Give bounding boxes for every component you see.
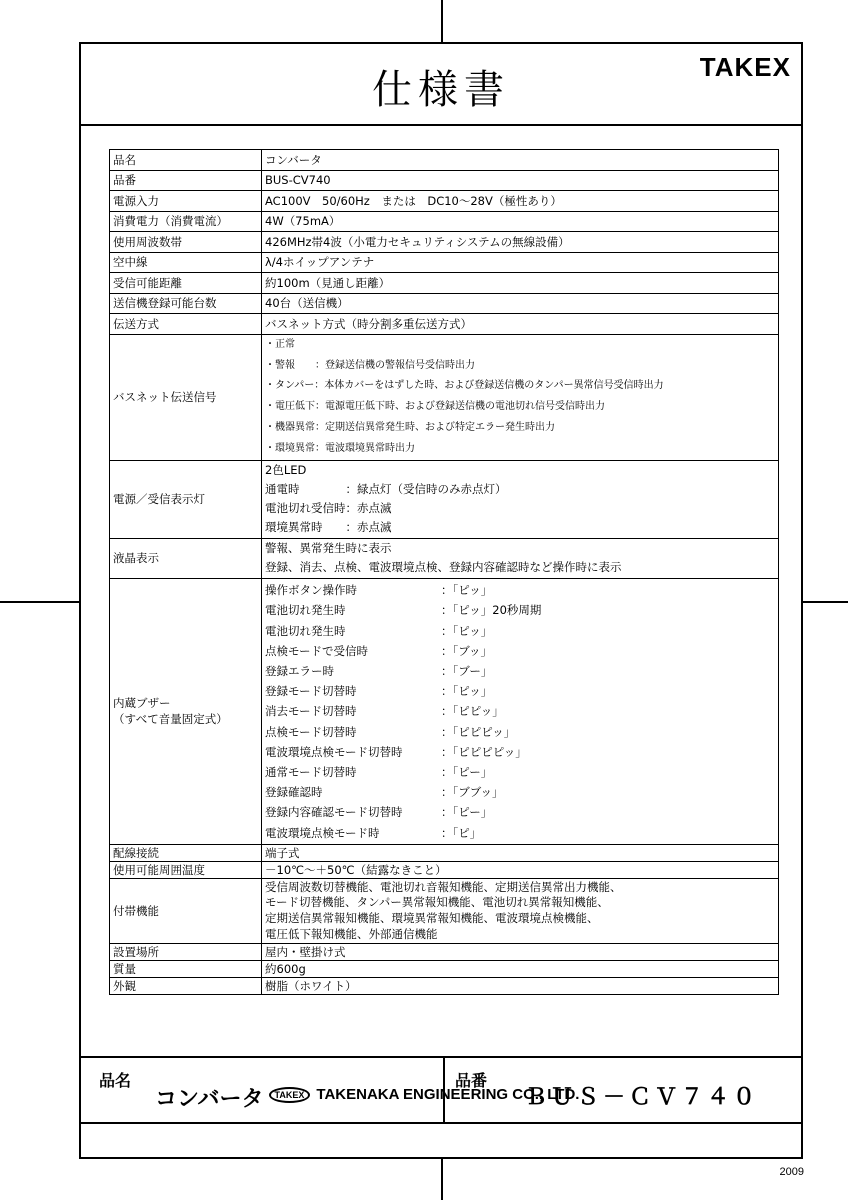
spec-value: [262, 232, 779, 253]
spec-label: [110, 314, 262, 335]
spec-label-text: 外観: [113, 978, 136, 993]
spec-line: 定期送信異常報知機能、環境異常報知機能、電波環境点検機能、: [265, 910, 599, 925]
buzzer-sound: ：「ピッ」: [441, 623, 493, 638]
spec-row: [110, 334, 779, 460]
spec-row: [110, 862, 779, 879]
spec-label-text: 受信可能距離: [113, 275, 182, 290]
spec-line: ・機器異常：定期送信異常発生時、および特定エラー発生時出力: [265, 421, 555, 433]
spec-label-text: 質量: [113, 961, 136, 976]
brand-logo: TAKEX: [699, 52, 791, 82]
spec-label-text: 品名: [113, 152, 136, 167]
buzzer-item: [265, 802, 775, 822]
spec-label: [110, 960, 262, 977]
spec-value: [262, 252, 779, 273]
spec-label-text: 消費電力（消費電流）: [113, 214, 228, 229]
footer-name-value: コンバータ: [155, 1087, 264, 1112]
spec-value: [262, 191, 779, 212]
registration-mark-right: [803, 601, 848, 603]
spec-label-text: 電源／受信表示灯: [113, 492, 205, 507]
buzzer-event: 操作ボタン操作時: [265, 583, 357, 598]
spec-value-text: AC100V 50/60Hz または DC10～28V（極性あり）: [265, 193, 562, 208]
spec-value: [262, 538, 779, 578]
spec-value: [262, 460, 779, 538]
spec-label: [110, 977, 262, 994]
buzzer-event: 通常モード切替時: [265, 764, 357, 779]
spec-value-text: コンバータ: [265, 152, 322, 167]
spec-value: [262, 943, 779, 960]
spec-row: [110, 960, 779, 977]
spec-line: 通電時 ：緑点灯（受信時のみ赤点灯）: [265, 482, 507, 497]
buzzer-event: 点検モードで受信時: [265, 643, 369, 658]
buzzer-sound: ：「ブー」: [441, 663, 493, 678]
buzzer-event: 電池切れ発生時: [265, 623, 346, 638]
footer-divider-top: [81, 1056, 801, 1058]
spec-label-text: 電源入力: [113, 193, 159, 208]
spec-line: ・警報 ：登録送信機の警報信号受信時出力: [265, 359, 475, 371]
spec-value: [262, 170, 779, 191]
buzzer-sound: ：「ピピッ」: [441, 704, 504, 719]
buzzer-event: 消去モード切替時: [265, 704, 357, 719]
spec-label: [110, 538, 262, 578]
spec-line: 環境異常時 ：赤点滅: [265, 520, 392, 535]
buzzer-sound: ：「ピッ」: [441, 684, 493, 699]
buzzer-sound: ：「ピッ」20秒周期: [441, 603, 542, 618]
company-name: TAKENAKA ENGINEERING CO., LTD.: [316, 1086, 580, 1103]
registration-mark-top: [441, 0, 443, 42]
spec-label-text: 空中線: [113, 255, 148, 270]
spec-line: ・環境異常：電波環境異常時出力: [265, 442, 415, 454]
footer-name-label: 品名: [99, 1071, 132, 1090]
spec-value: [262, 314, 779, 335]
spec-value: [262, 862, 779, 879]
spec-label: [110, 578, 262, 845]
spec-value: [262, 578, 779, 845]
spec-label: [110, 845, 262, 862]
spec-label: [110, 460, 262, 538]
registration-mark-bottom: [441, 1158, 443, 1200]
buzzer-sound: ：「ブッ」: [441, 643, 492, 658]
buzzer-sound: ：「ピピピピッ」: [441, 744, 527, 759]
spec-value-text: 426MHz帯4波（小電力セキュリティシステムの無線設備）: [265, 234, 570, 249]
registration-mark-left: [0, 601, 79, 603]
spec-value-text: 端子式: [265, 846, 300, 861]
spec-value: [262, 879, 779, 943]
spec-table: [109, 149, 779, 995]
spec-line: ・タンパー：本体カバーをはずした時、および登録送信機のタンパー異常信号受信時出力: [265, 380, 664, 392]
buzzer-item: [265, 742, 775, 762]
spec-label-text: バスネット伝送信号: [113, 390, 217, 405]
spec-line: モード切替機能、タンパー異常報知機能、電池切れ異常報知機能、: [265, 895, 609, 910]
buzzer-item: [265, 621, 775, 641]
spec-row: [110, 943, 779, 960]
buzzer-event: 登録エラー時: [265, 663, 334, 678]
footer-divider-bottom: [81, 1122, 801, 1124]
spec-value: [262, 150, 779, 171]
spec-row: [110, 538, 779, 578]
spec-row: [110, 191, 779, 212]
company-footer: [0, 1086, 848, 1103]
buzzer-item: [265, 641, 775, 661]
buzzer-sound: ：「ピッ」: [441, 583, 493, 598]
buzzer-sound: ：「ピー」: [441, 805, 493, 820]
spec-row: [110, 252, 779, 273]
spec-row: [110, 879, 779, 943]
spec-label: [110, 879, 262, 943]
buzzer-event: 点検モード切替時: [265, 724, 357, 739]
spec-value-text: 約600g: [265, 961, 306, 976]
spec-label-text: 内蔵ブザー: [113, 696, 171, 711]
spec-row: [110, 578, 779, 845]
spec-label: [110, 943, 262, 960]
spec-label: [110, 293, 262, 314]
spec-value-text: 屋内・壁掛け式: [265, 944, 346, 959]
spec-value: [262, 293, 779, 314]
spec-label-text: 液晶表示: [113, 551, 159, 566]
spec-value: [262, 334, 779, 460]
buzzer-item: [265, 701, 775, 721]
buzzer-sound: ：「ピー」: [441, 764, 493, 779]
spec-label-text: 使用周波数帯: [113, 234, 182, 249]
spec-value: [262, 211, 779, 232]
spec-row: [110, 977, 779, 994]
spec-label: [110, 232, 262, 253]
footer-model-label: 品番: [455, 1071, 488, 1090]
spec-value: [262, 845, 779, 862]
buzzer-event: 電池切れ発生時: [265, 603, 346, 618]
spec-label-text: 使用可能周囲温度: [113, 863, 205, 878]
buzzer-item: [265, 762, 775, 782]
spec-label-text: 送信機登録可能台数: [113, 296, 217, 311]
spec-label: [110, 191, 262, 212]
spec-label-text: 配線接続: [113, 846, 159, 861]
spec-value-text: 樹脂（ホワイト）: [265, 978, 357, 993]
spec-label: [110, 211, 262, 232]
spec-value-text: －10℃～＋50℃（結露なきこと）: [265, 863, 447, 878]
buzzer-item: [265, 600, 775, 620]
header-divider: [81, 124, 801, 126]
spec-line: 電圧低下報知機能、外部通信機能: [265, 926, 438, 941]
spec-label-text: 品番: [113, 173, 136, 188]
spec-line: 電池切れ受信時：赤点滅: [265, 501, 392, 516]
buzzer-item: [265, 681, 775, 701]
buzzer-item: [265, 580, 775, 600]
spec-line: 登録、消去、点検、電波環境点検、登録内容確認時など操作時に表示: [265, 560, 622, 575]
spec-label: [110, 252, 262, 273]
spec-label-text: 設置場所: [113, 944, 159, 959]
spec-value-text: BUS-CV740: [265, 173, 331, 188]
buzzer-item: [265, 722, 775, 742]
spec-label-text: 伝送方式: [113, 316, 159, 331]
buzzer-sound: ：「ブブッ」: [441, 785, 504, 800]
spec-line: 警報、異常発生時に表示: [265, 541, 392, 556]
spec-row: [110, 293, 779, 314]
footer-model-value: ＢＵＳ－ＣＶ７４０: [525, 1085, 760, 1110]
buzzer-event: 登録確認時: [265, 785, 323, 800]
buzzer-item: [265, 661, 775, 681]
spec-label: [110, 273, 262, 294]
spec-row: [110, 232, 779, 253]
document-frame: [79, 42, 803, 1159]
buzzer-event: 登録内容確認モード切替時: [265, 805, 403, 820]
spec-label: [110, 862, 262, 879]
spec-row: [110, 314, 779, 335]
spec-line: 2色LED: [265, 463, 307, 478]
company-logo: TAKEX: [269, 1087, 311, 1103]
buzzer-event: 登録モード切替時: [265, 684, 357, 699]
buzzer-event: 電波環境点検モード時: [265, 825, 380, 840]
buzzer-event: 電波環境点検モード切替時: [265, 744, 403, 759]
spec-label-text: （すべて音量固定式）: [113, 712, 228, 727]
document-year: 2009: [779, 1166, 804, 1178]
buzzer-item: [265, 782, 775, 802]
spec-row: [110, 273, 779, 294]
spec-row: [110, 460, 779, 538]
buzzer-sound: ：「ピ」: [441, 825, 482, 840]
page-title: 仕様書: [372, 67, 510, 113]
spec-value: [262, 960, 779, 977]
spec-value: [262, 273, 779, 294]
buzzer-sound: ：「ピピピッ」: [441, 724, 516, 739]
spec-value-text: 40台（送信機）: [265, 296, 349, 311]
spec-line: ・電圧低下：電源電圧低下時、および登録送信機の電池切れ信号受信時出力: [265, 401, 605, 413]
spec-value-text: 4W（75mA）: [265, 214, 341, 229]
spec-value-text: λ/4ホイップアンテナ: [265, 255, 375, 270]
spec-line: 受信周波数切替機能、電池切れ音報知機能、定期送信異常出力機能、: [265, 879, 622, 894]
spec-row: [110, 150, 779, 171]
spec-row: [110, 845, 779, 862]
spec-row: [110, 211, 779, 232]
spec-label-text: 付帯機能: [113, 903, 159, 918]
spec-label: [110, 334, 262, 460]
spec-value-text: バスネット方式（時分割多重伝送方式）: [265, 316, 472, 331]
spec-label: [110, 170, 262, 191]
spec-label: [110, 150, 262, 171]
spec-row: [110, 170, 779, 191]
spec-value-text: 約100m（見通し距離）: [265, 275, 391, 290]
spec-value: [262, 977, 779, 994]
spec-line: ・正常: [265, 338, 295, 350]
buzzer-item: [265, 823, 775, 843]
